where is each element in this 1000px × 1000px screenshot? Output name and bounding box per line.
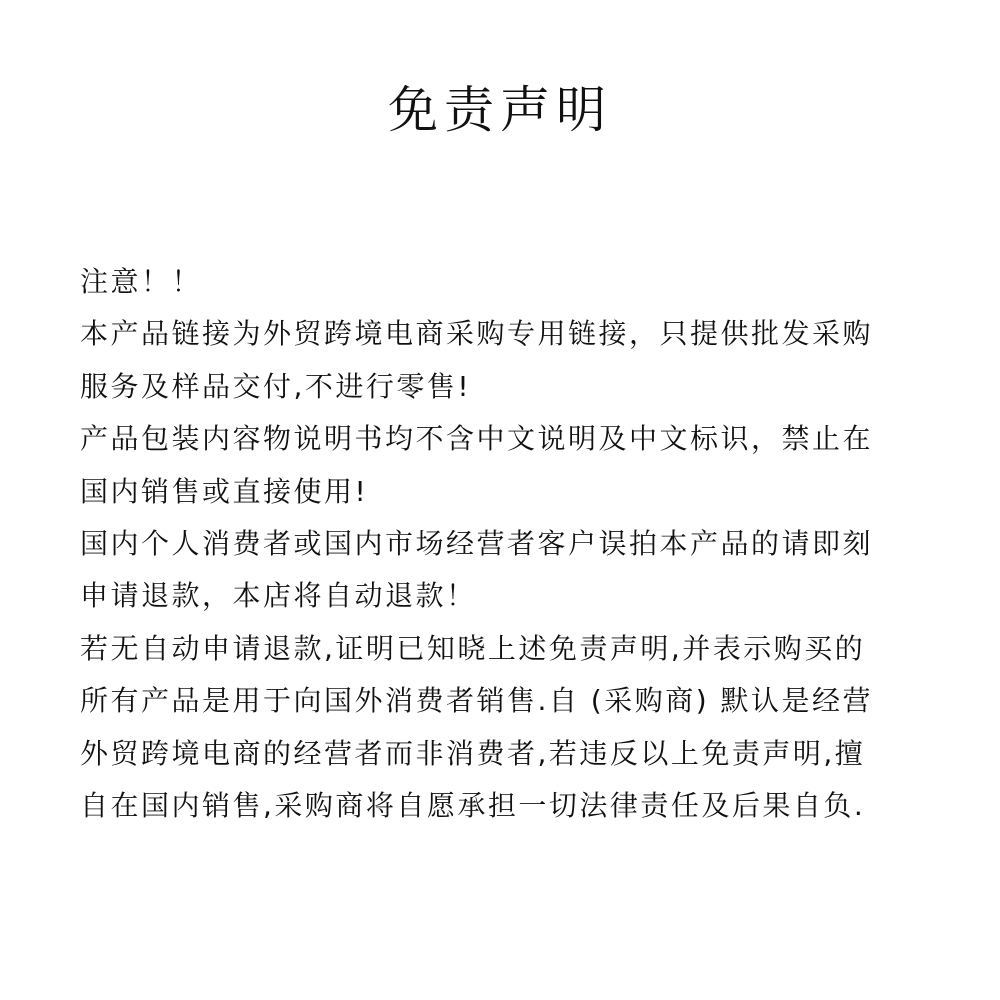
disclaimer-line: 国内个人消费者或国内市场经营者客户误拍本产品的请即刻 xyxy=(80,526,874,560)
page-title: 免责声明 xyxy=(388,81,612,139)
disclaimer-line: 服务及样品交付,不进行零售! xyxy=(80,369,472,403)
disclaimer-line: 产品包装内容物说明书均不含中文说明及中文标识，禁止在 xyxy=(80,422,874,456)
disclaimer-line: 申请退款，本店将自动退款！ xyxy=(80,579,477,613)
disclaimer-line: 所有产品是用于向国外消费者销售.自 (采购商) 默认是经营 xyxy=(80,684,874,718)
disclaimer-line: 若无自动申请退款,证明已知晓上述免责声明,并表示购买的 xyxy=(80,631,866,665)
notice-heading: 注意！！ xyxy=(80,265,203,298)
disclaimer-body xyxy=(80,256,940,832)
disclaimer-line: 自在国内销售,采购商将自愿承担一切法律责任及后果自负. xyxy=(80,788,866,822)
disclaimer-line: 国内销售或直接使用! xyxy=(80,474,369,508)
disclaimer-line: 本产品链接为外贸跨境电商采购专用链接，只提供批发采购 xyxy=(80,317,874,351)
disclaimer-line: 外贸跨境电商的经营者而非消费者,若违反以上免责声明,擅 xyxy=(80,736,866,770)
